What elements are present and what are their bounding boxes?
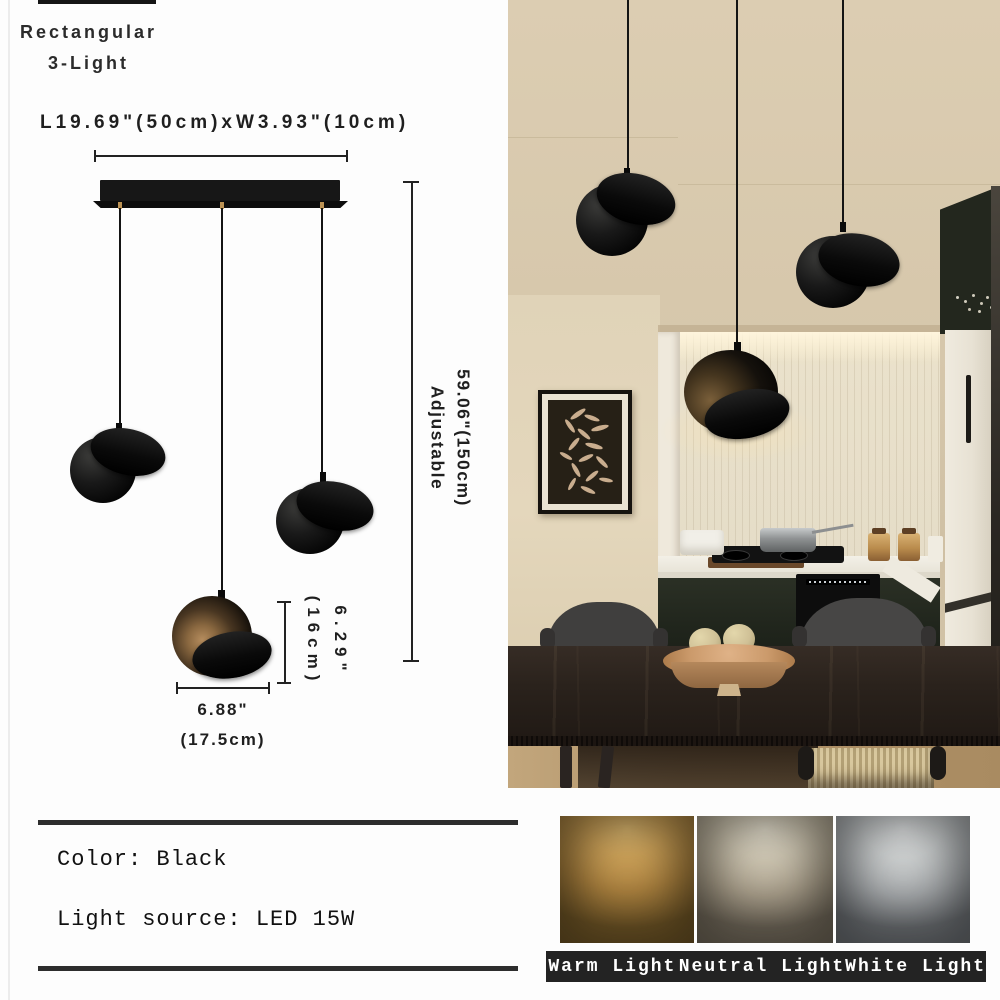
height-dimension-value: 59.06"(150cm) — [453, 369, 474, 507]
pendant-cord-center — [221, 208, 223, 599]
ceiling-seam — [508, 137, 678, 138]
spec-box-top-rule — [38, 820, 518, 825]
rice-cooker — [680, 530, 724, 555]
pendant-shade-center-lit — [172, 596, 272, 680]
jar-lid — [902, 528, 916, 534]
pendant-shade-right — [276, 474, 374, 556]
white-light-label: White Light — [845, 956, 986, 977]
photo-pendant-left — [576, 170, 676, 260]
fridge-handle — [966, 375, 971, 443]
pendant-cord-left — [119, 208, 121, 429]
jar-lid — [872, 528, 886, 534]
dimension-cap — [277, 682, 291, 684]
dimension-cap — [403, 181, 419, 183]
dimension-tick — [176, 682, 178, 694]
leaf-artwork — [548, 400, 622, 504]
storage-jar — [868, 533, 890, 561]
lifestyle-photo — [508, 0, 1000, 788]
under-table-shadow — [578, 746, 818, 788]
dimension-tick — [94, 150, 96, 162]
shade-width-metric: (17.5cm) — [180, 730, 266, 749]
photo-pendant-center-lit — [684, 350, 790, 438]
cropped-top-element — [38, 0, 156, 4]
dining-table-edge — [508, 736, 1000, 746]
neutral-light-swatch — [697, 816, 833, 943]
photo-cord-right — [842, 0, 844, 230]
bowl-pedestal — [717, 684, 741, 696]
chair-frame-knob — [930, 746, 946, 780]
photo-cord-left — [627, 0, 629, 176]
light-mode-label-bar — [546, 951, 986, 982]
product-title-line2: 3-Light — [48, 53, 129, 73]
fridge-seam — [945, 592, 991, 612]
neutral-light-label: Neutral Light — [678, 956, 846, 977]
saucepan — [760, 528, 816, 552]
pendant-shade-left — [70, 425, 166, 505]
chair-frame-knob — [798, 746, 814, 780]
product-title-line1: Rectangular — [20, 22, 158, 42]
chair-leg — [560, 746, 572, 788]
page-edge-line — [8, 0, 10, 1000]
shade-stem — [840, 222, 846, 232]
shade-width-dimension-line — [177, 687, 269, 689]
wall-art-print — [548, 400, 622, 504]
ceiling-canopy — [100, 180, 340, 201]
spec-box-bottom-rule — [38, 966, 518, 971]
height-dimension-note: Adjustable — [427, 385, 447, 491]
storage-jar — [898, 533, 920, 561]
woven-chair-seat — [808, 748, 934, 788]
wall-art-frame — [538, 390, 632, 514]
dimension-cap — [277, 601, 291, 603]
oven-display-readout — [809, 581, 867, 583]
dimension-tick — [268, 682, 270, 694]
pendant-cord-right — [321, 208, 323, 479]
shade-height-value: 6.29" — [331, 605, 351, 677]
alcove-pilaster — [658, 332, 680, 586]
height-dimension-line — [411, 182, 413, 661]
oven-display — [806, 579, 870, 585]
photo-pendant-right — [796, 224, 900, 312]
warm-light-swatch — [560, 816, 694, 943]
dimension-tick — [346, 150, 348, 162]
height-dimension-label — [424, 369, 477, 507]
canopy-dimension-label: L19.69"(50cm)xW3.93"(10cm) — [40, 112, 410, 133]
chair-arm-knob — [921, 626, 936, 648]
warm-light-label: Warm Light — [548, 956, 677, 977]
white-light-swatch — [836, 816, 970, 943]
shade-height-dimension-line — [284, 602, 286, 683]
shade-height-metric: (16cm) — [304, 595, 323, 687]
canopy-dimension-line — [95, 155, 347, 157]
shade-height-label — [300, 596, 354, 687]
decor-sprigs — [956, 296, 959, 299]
burner-grate — [722, 550, 750, 561]
photo-cord-center — [736, 0, 738, 352]
toaster — [928, 536, 943, 562]
spec-light-source: Light source: LED 15W — [57, 907, 356, 932]
ceiling-seam — [678, 184, 1000, 185]
spec-color: Color: Black — [57, 847, 228, 872]
centerpiece-bowl — [663, 622, 795, 692]
dimension-cap — [403, 660, 419, 662]
shade-width-value: 6.88" — [197, 700, 249, 719]
